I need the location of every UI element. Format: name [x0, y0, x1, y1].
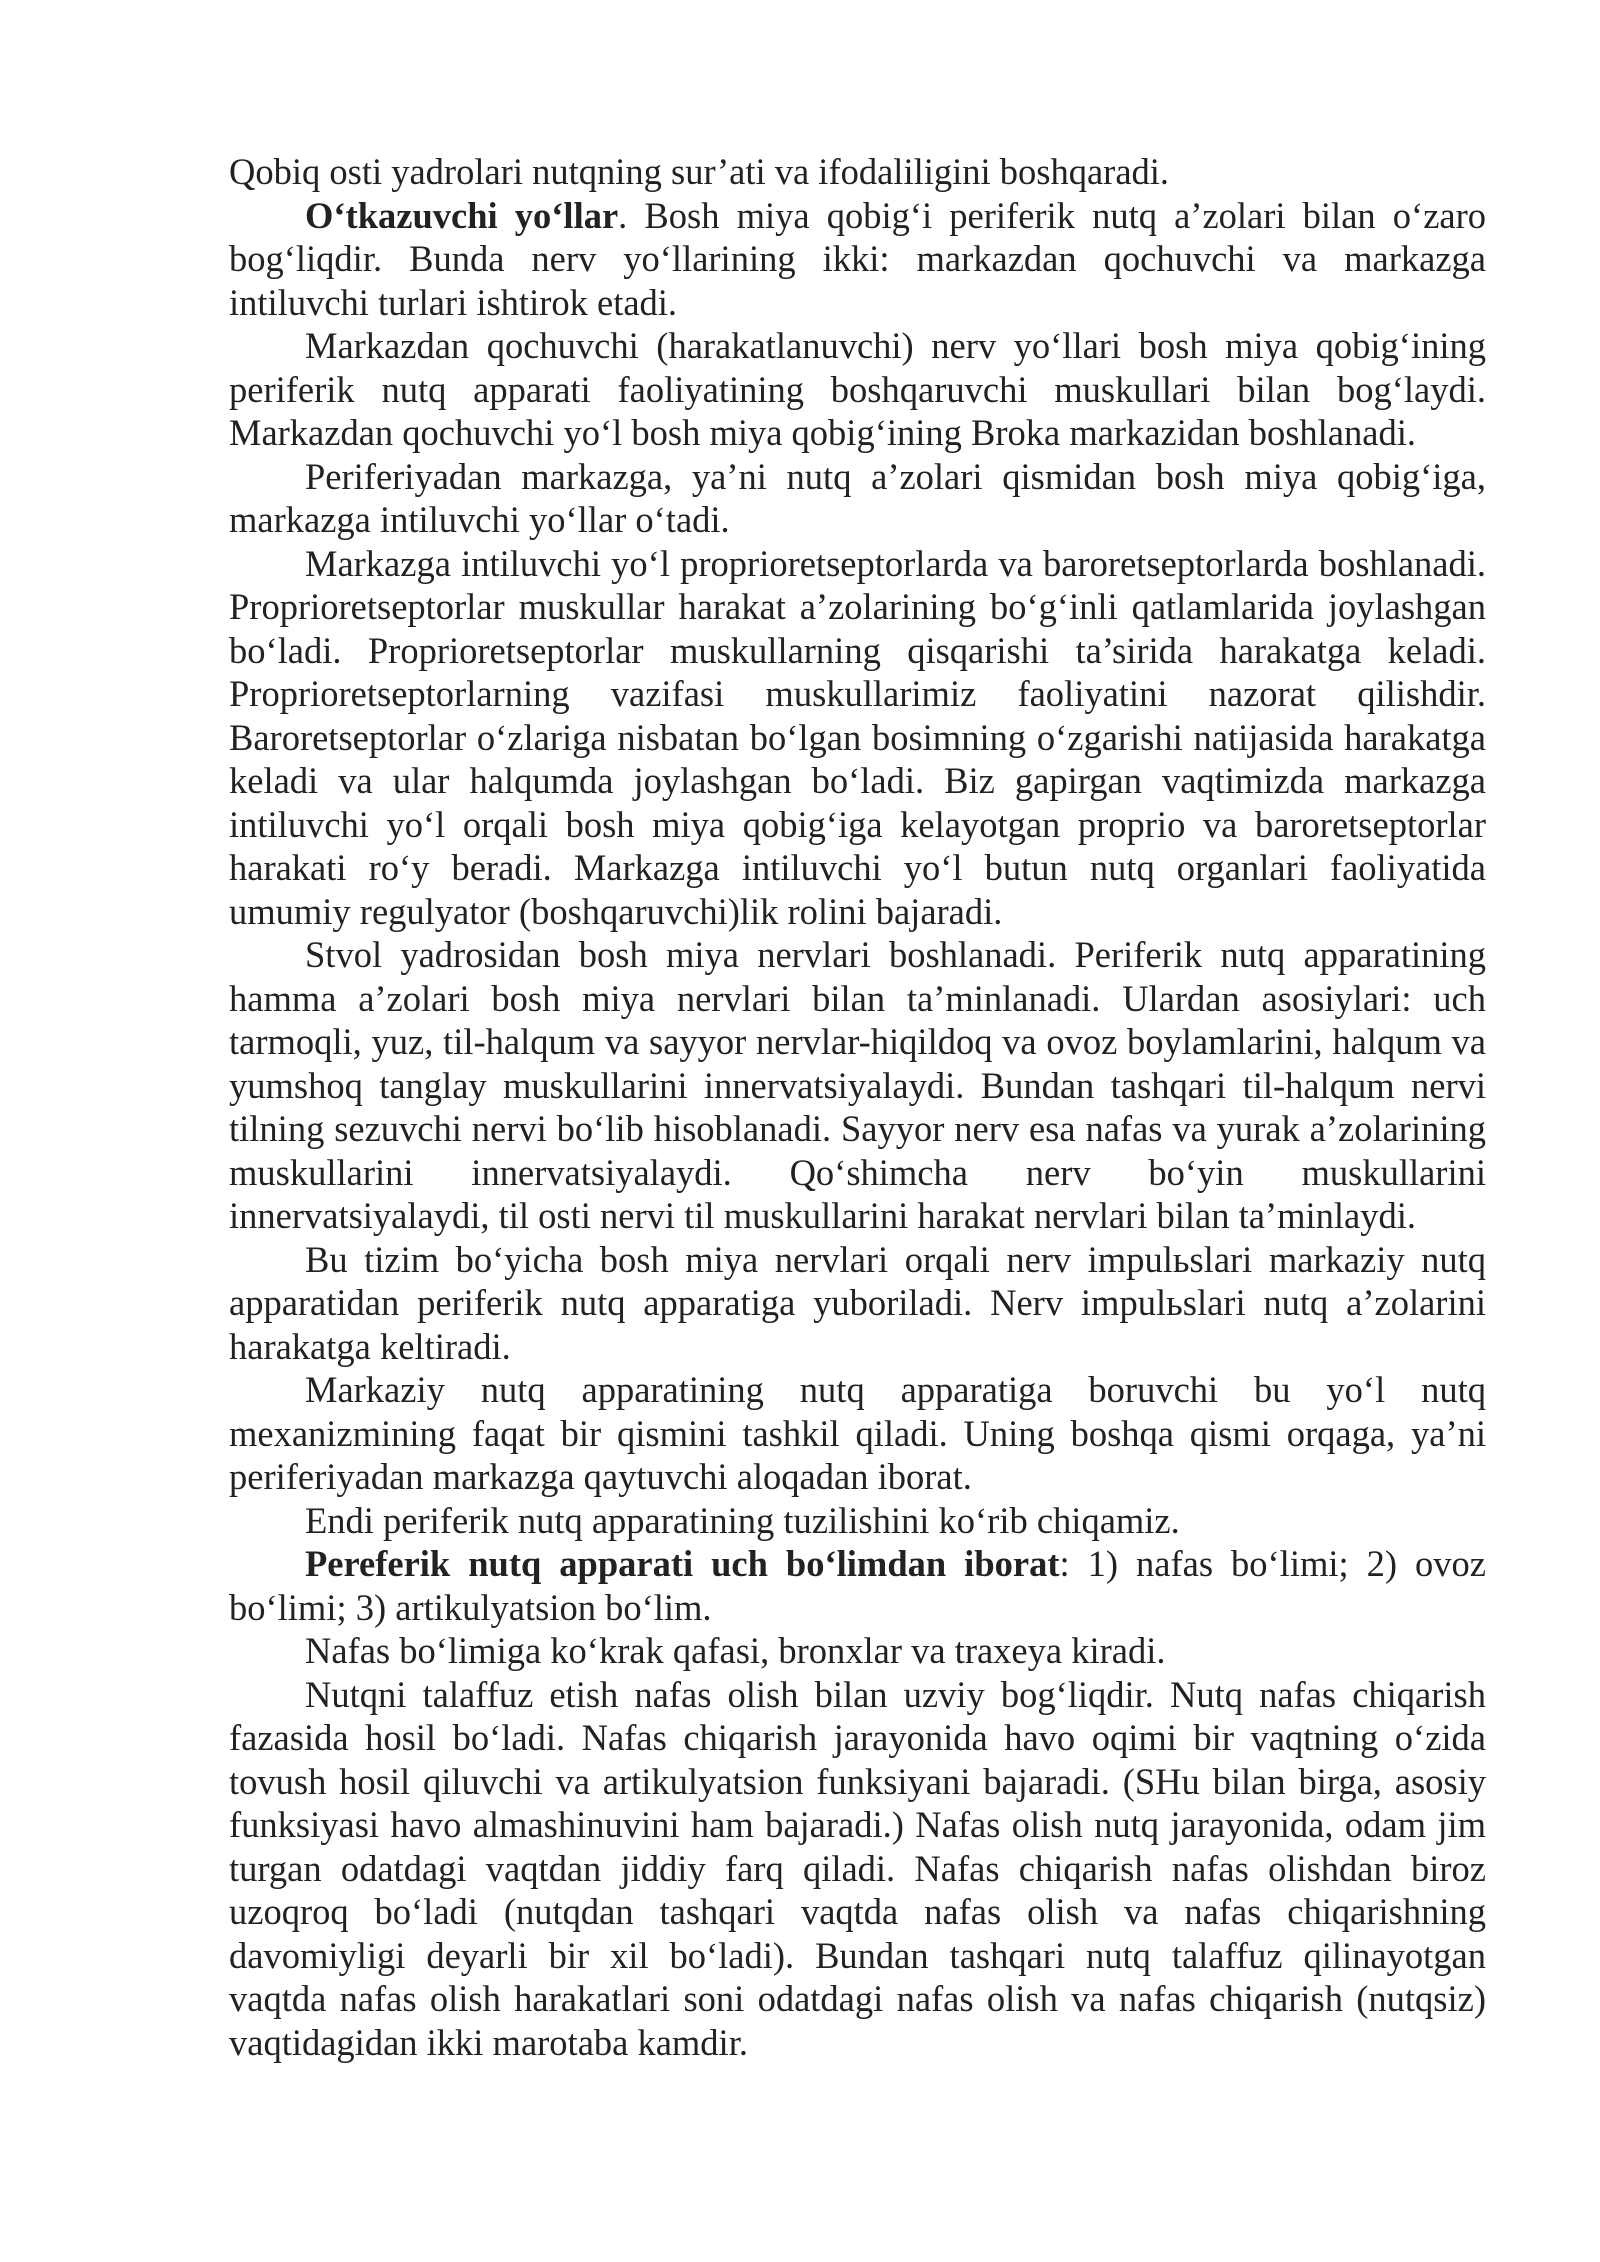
paragraph — [229, 1673, 1486, 2065]
section-heading: Pereferik nutq apparati uch bo‘limdan iborat — [305, 1543, 1060, 1584]
paragraph-text: Nafas bo‘limiga ko‘krak qafasi, bronxlar va traxeya kiradi. — [305, 1630, 1166, 1671]
paragraph-text: Endi periferik nutq apparatining tuzilishini ko‘rib chiqamiz. — [305, 1499, 1180, 1541]
paragraph — [229, 1368, 1486, 1499]
paragraph — [229, 933, 1486, 1238]
paragraph-text: Stvol yadrosidan bosh miya nervlari boshlanadi. Periferik nutq apparatining hamma a’zolari bosh miya nervlari bilan ta’minlanadi. Ulardan asosiylari: uch tarmoqli, yuz, til-halqum va sayyor nervlar-hiqildoq va ovoz boylamlarini, halqum va yumshoq tanglay muskullarini innervatsiyalaydi. Bundan tashqari til-halqum nervi tilning sezuvchi nervi bo‘lib hisoblanadi. Sayyor nerv esa nafas va yurak a’zolarining muskullarini innervatsiyalaydi. Qo‘shimcha nerv bo‘yin muskullarini innervatsiyalaydi, til osti nervi til muskullarini harakat nervlari bilan ta’minlaydi. — [229, 934, 1486, 1236]
paragraph-text: Markazdan qochuvchi (harakatlanuvchi) nerv yo‘llari bosh miya qobig‘ining periferik nutq apparati faoliyatining boshqaruvchi muskullari bilan bog‘laydi. Markazdan qochuvchi yo‘l bosh miya qobig‘ining Broka markazidan boshlanadi. — [229, 325, 1486, 453]
paragraph-text: Markaziy nutq apparatining nutq apparatiga boruvchi bu yo‘l nutq mexanizmining faqat bir qismini tashkil qiladi. Uning boshqa qismi orqaga, ya’ni periferiyadan markazga qaytuvchi aloqadan iborat. — [229, 1369, 1486, 1497]
paragraph-text: Nutqni talaffuz etish nafas olish bilan uzviy bog‘liqdir. Nutq nafas chiqarish fazasida hosil bo‘ladi. Nafas chiqarish jarayonida havo oqimi bir vaqtning o‘zida tovush hosil qiluvchi va artikulyatsion funksiyani bajaradi. (SHu bilan birga, asosiy funksiyasi havo almashinuvini ham bajaradi.) Nafas olish nutq jarayonida, odam jim turgan odatdagi vaqtdan jiddiy farq qiladi. Nafas chiqarish nafas olishdan biroz uzoqroq bo‘ladi (nutqdan tashqari vaqtda nafas olish va nafas chiqarishning davomiyligi deyarli bir xil bo‘ladi). Bundan tashqari nutq talaffuz qilinayotgan vaqtda nafas olish harakatlari soni odatdagi nafas olish va nafas chiqarish (nutqsiz) vaqtidagidan ikki marotaba kamdir. — [229, 1673, 1486, 2063]
paragraph — [229, 1238, 1486, 1369]
paragraph-text: Periferiyadan markazga, ya’ni nutq a’zolari qismidan bosh miya qobig‘iga, markazga intiluvchi yo‘llar o‘tadi. — [229, 455, 1486, 540]
paragraph-text: Qobiq osti yadrolari nutqning sur’ati va ifodaliligini boshqaradi. — [229, 151, 1170, 192]
paragraph — [229, 150, 1486, 194]
paragraph — [229, 1499, 1486, 1543]
paragraph — [229, 194, 1486, 325]
paragraph-text: Markazga intiluvchi yo‘l proprioretseptorlarda va baroretseptorlarda boshlanadi. Proprioretseptorlar muskullar harakat a’zolarining bo‘g‘inli qatlamlarida joylashgan bo‘ladi. Proprioretseptorlar muskullarning qisqarishi ta’sirida harakatga keladi. Proprioretseptorlarning vazifasi muskullarimiz faoliyatini nazorat qilishdir. Baroretseptorlar o‘zlariga nisbatan bo‘lgan bosimning o‘zgarishi natijasida harakatga keladi va ular halqumda joylashgan bo‘ladi. Biz gapirgan vaqtimizda markazga intiluvchi yo‘l orqali bosh miya qobig‘iga kelayotgan proprio va baroretseptorlar harakati ro‘y beradi. Markazga intiluvchi yo‘l butun nutq organlari faoliyatida umumiy regulyator (boshqaruvchi)lik rolini bajaradi. — [229, 542, 1486, 932]
paragraph — [229, 455, 1486, 542]
document-page — [229, 150, 1486, 2064]
paragraph — [229, 1629, 1486, 1673]
paragraph-text: : 1) nafas bo‘limi; 2) ovoz bo‘limi; 3) artikulyatsion bo‘lim. — [229, 1543, 1486, 1628]
paragraph — [229, 324, 1486, 455]
paragraph — [229, 1542, 1486, 1629]
section-heading: O‘tkazuvchi yo‘llar — [305, 194, 619, 236]
paragraph-text: . Bosh miya qobig‘i periferik nutq a’zolari bilan o‘zaro bog‘liqdir. Bunda nerv yo‘llarining ikki: markazdan qochuvchi va markazga intiluvchi turlari ishtirok etadi. — [229, 194, 1486, 323]
paragraph-text: Bu tizim bo‘yicha bosh miya nervlari orqali nerv impulьslari markaziy nutq apparatidan periferik nutq apparatiga yuboriladi. Nerv impulьslari nutq a’zolarini harakatga keltiradi. — [229, 1238, 1486, 1367]
paragraph — [229, 542, 1486, 934]
